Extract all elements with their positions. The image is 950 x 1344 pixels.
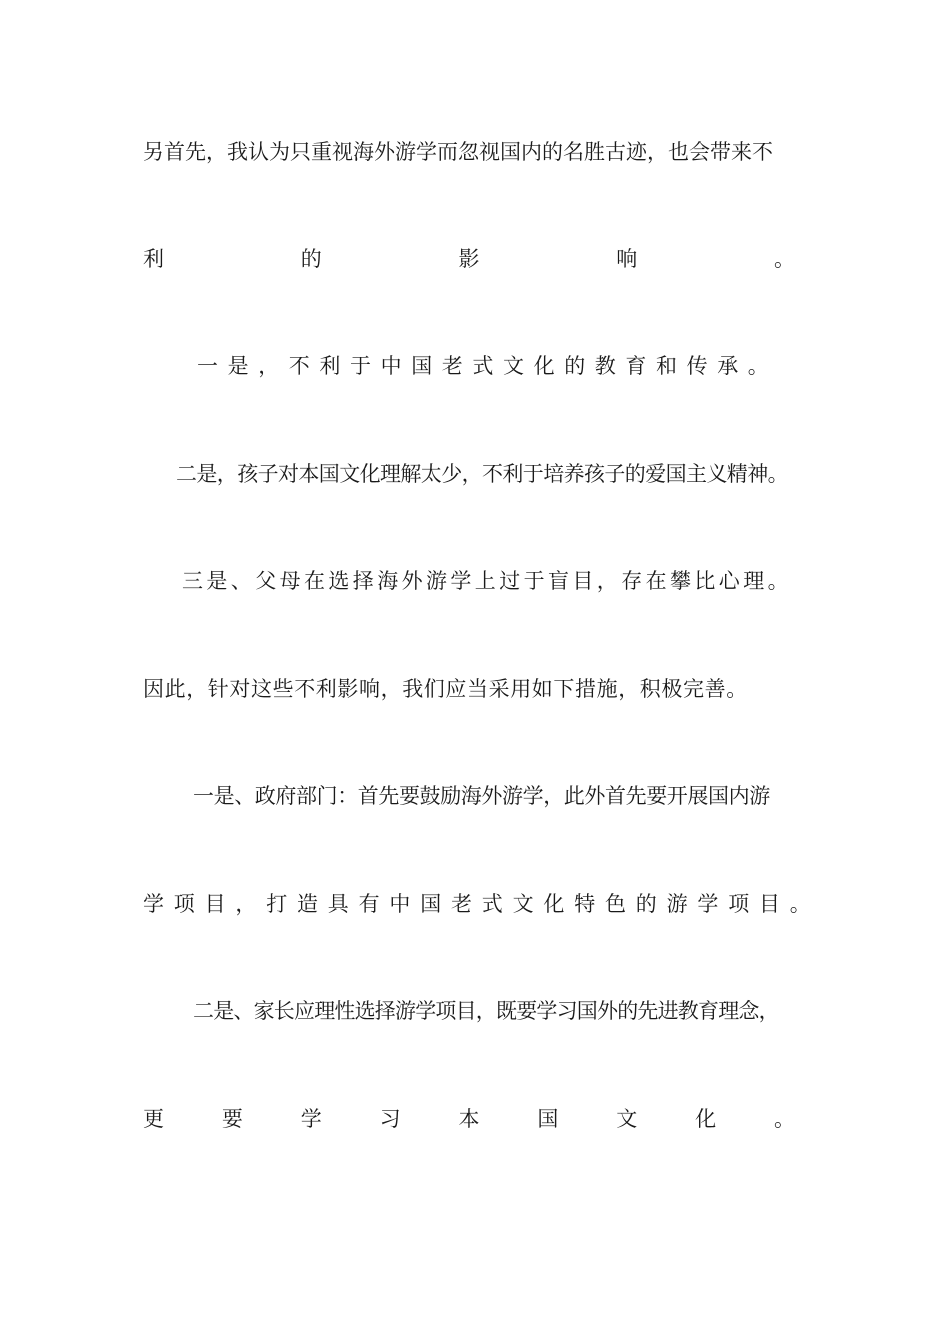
spread-character: 更 bbox=[143, 1107, 164, 1131]
paragraph-line-9: 二是、家长应理性选择游学项目，既要学习国外的先进教育理念， bbox=[193, 999, 779, 1023]
paragraph-line-7: 一是、政府部门：首先要鼓励海外游学，此外首先要开展国内游 bbox=[193, 784, 770, 808]
paragraph-line-8: 学项目，打造具有中国老式文化特色的游学项目。 bbox=[143, 892, 821, 916]
spread-character: 利 bbox=[143, 247, 164, 271]
paragraph-line-6: 因此，针对这些不利影响，我们应当采用如下措施，积极完善。 bbox=[143, 677, 748, 701]
paragraph-line-5: 三是、父母在选择海外游学上过于盲目，存在攀比心理。 bbox=[182, 569, 792, 593]
spread-character: 要 bbox=[221, 1107, 243, 1131]
spread-character: 的 bbox=[300, 247, 322, 271]
paragraph-line-1: 另首先，我认为只重视海外游学而忽视国内的名胜古迹，也会带来不 bbox=[143, 140, 773, 164]
spread-character: 影 bbox=[458, 247, 480, 271]
spread-character: 习 bbox=[379, 1107, 401, 1131]
spread-character: 国 bbox=[537, 1107, 559, 1131]
paragraph-line-3: 一是，不利于中国老式文化的教育和传承。 bbox=[197, 354, 779, 378]
spread-character: 响 bbox=[616, 247, 638, 271]
spread-character: 学 bbox=[300, 1107, 322, 1131]
spread-character: 。 bbox=[774, 1107, 795, 1131]
paragraph-line-2 bbox=[143, 244, 795, 274]
spread-character: 。 bbox=[774, 247, 795, 271]
spread-character: 化 bbox=[695, 1107, 717, 1131]
spread-character: 本 bbox=[458, 1107, 480, 1131]
spread-character: 文 bbox=[616, 1107, 638, 1131]
paragraph-line-4: 二是，孩子对本国文化理解太少，不利于培养孩子的爱国主义精神。 bbox=[176, 462, 788, 486]
paragraph-line-10 bbox=[143, 1104, 795, 1134]
